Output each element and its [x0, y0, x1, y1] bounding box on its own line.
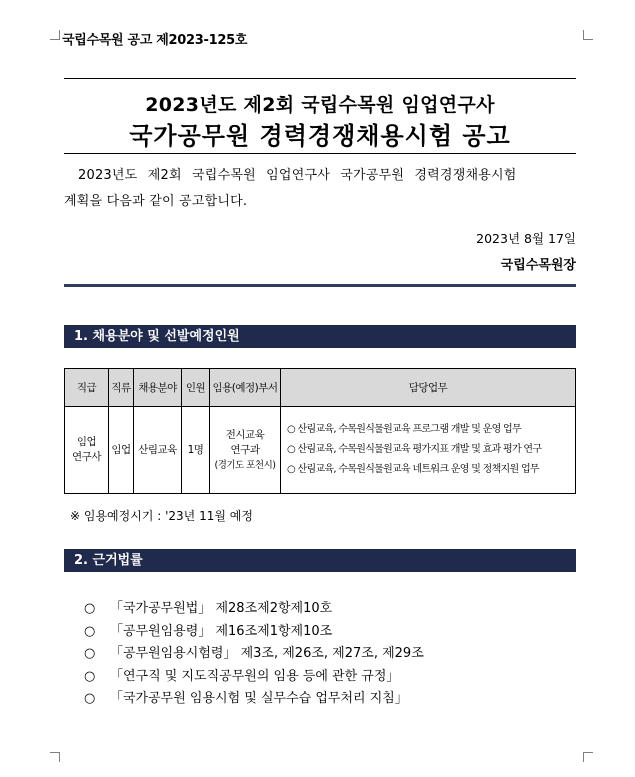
intro-line-1: 2023년도 제2회 국립수목원 임업연구사 국가공무원 경력경쟁채용시험 — [78, 168, 517, 183]
title-bottom-rule — [64, 153, 576, 154]
law-text: 「연구직 및 지도직공무원의 임용 등에 관한 규정」 — [110, 668, 400, 684]
page-corner-mark — [583, 752, 593, 762]
section-2-heading: 2. 근거법률 — [64, 549, 576, 572]
grade-cell — [65, 407, 109, 494]
notice-number: 국립수목원 공고 제2023-125호 — [62, 33, 248, 48]
list-item — [84, 621, 424, 644]
bullet: ○ — [84, 601, 96, 616]
field-cell: 산림교육 — [134, 407, 182, 494]
duty-text: 산림교육, 수목원식물원교육 네트워크 운영 및 정책지원 업무 — [297, 464, 539, 475]
duty-text: 산림교육, 수목원식물원교육 프로그램 개발 및 운영 업무 — [297, 424, 521, 435]
grade-line-1: 임업 — [76, 436, 97, 448]
department-line-1: 전시교육 — [225, 428, 265, 441]
table-header: 인원 — [182, 369, 210, 407]
appointment-note: ※ 임용예정시기 : '23년 11월 예정 — [70, 509, 253, 523]
table-header: 채용분야 — [134, 369, 182, 407]
table-header: 임용(예정)부서 — [210, 369, 281, 407]
page-corner-mark — [50, 30, 60, 40]
bullet: ○ — [84, 668, 96, 684]
list-item — [84, 666, 424, 689]
notice-date: 2023년 8월 17일 — [476, 231, 576, 246]
header-divider-bar — [64, 284, 576, 287]
duty-text: 산림교육, 수목원식물원교육 평가지표 개발 및 효과 평가 연구 — [297, 444, 542, 455]
title-line-2: 국가공무원 경력경쟁채용시험 공고 — [129, 122, 511, 150]
title-line-1: 2023년도 제2회 국립수목원 임업연구사 — [145, 94, 495, 116]
law-text: 「국가공무원 임용시험 및 실무수습 업무처리 지침」 — [110, 691, 408, 706]
page-corner-mark — [50, 752, 60, 762]
department-line-3: (경기도 포천시) — [214, 459, 276, 471]
table-header: 담당업무 — [281, 369, 576, 407]
list-item — [84, 688, 424, 711]
intro-line-2: 계획을 다음과 같이 공고합니다. — [64, 194, 248, 209]
department-line-2: 연구과 — [230, 443, 260, 456]
list-item — [84, 598, 424, 621]
title-top-rule — [64, 78, 576, 79]
count-cell: 1명 — [182, 407, 210, 494]
law-text: 「공무원임용시험령」 제3조, 제26조, 제27조, 제29조 — [110, 646, 424, 661]
page-corner-mark — [583, 30, 593, 40]
intro-paragraph — [64, 163, 576, 215]
table-header: 직급 — [65, 369, 109, 407]
duty-item: ○ 산림교육, 수목원식물원교육 프로그램 개발 및 운영 업무 — [287, 424, 521, 435]
grade-line-2: 연구사 — [72, 451, 101, 463]
law-list — [84, 598, 424, 711]
duty-item: ○ 산림교육, 수목원식물원교육 평가지표 개발 및 효과 평가 연구 — [287, 444, 542, 455]
table-row — [65, 407, 576, 494]
law-text: 「국가공무원법」 제28조제2항제10호 — [110, 601, 333, 616]
series-cell: 임업 — [109, 407, 134, 494]
table-header-row — [65, 369, 576, 407]
law-text: 「공무원임용령」 제16조제1항제10조 — [110, 623, 333, 639]
recruitment-table — [64, 368, 576, 494]
duties-cell — [281, 407, 576, 494]
list-item — [84, 643, 424, 666]
bullet: ○ — [84, 646, 96, 661]
department-cell — [210, 407, 281, 494]
bullet: ○ — [84, 623, 96, 639]
bullet: ○ — [84, 691, 96, 706]
duty-item: ○ 산림교육, 수목원식물원교육 네트워크 운영 및 정책지원 업무 — [287, 464, 539, 475]
table-header: 직류 — [109, 369, 134, 407]
section-1-heading: 1. 채용분야 및 선발예정인원 — [64, 325, 576, 348]
issuer-name: 국립수목원장 — [500, 258, 576, 273]
